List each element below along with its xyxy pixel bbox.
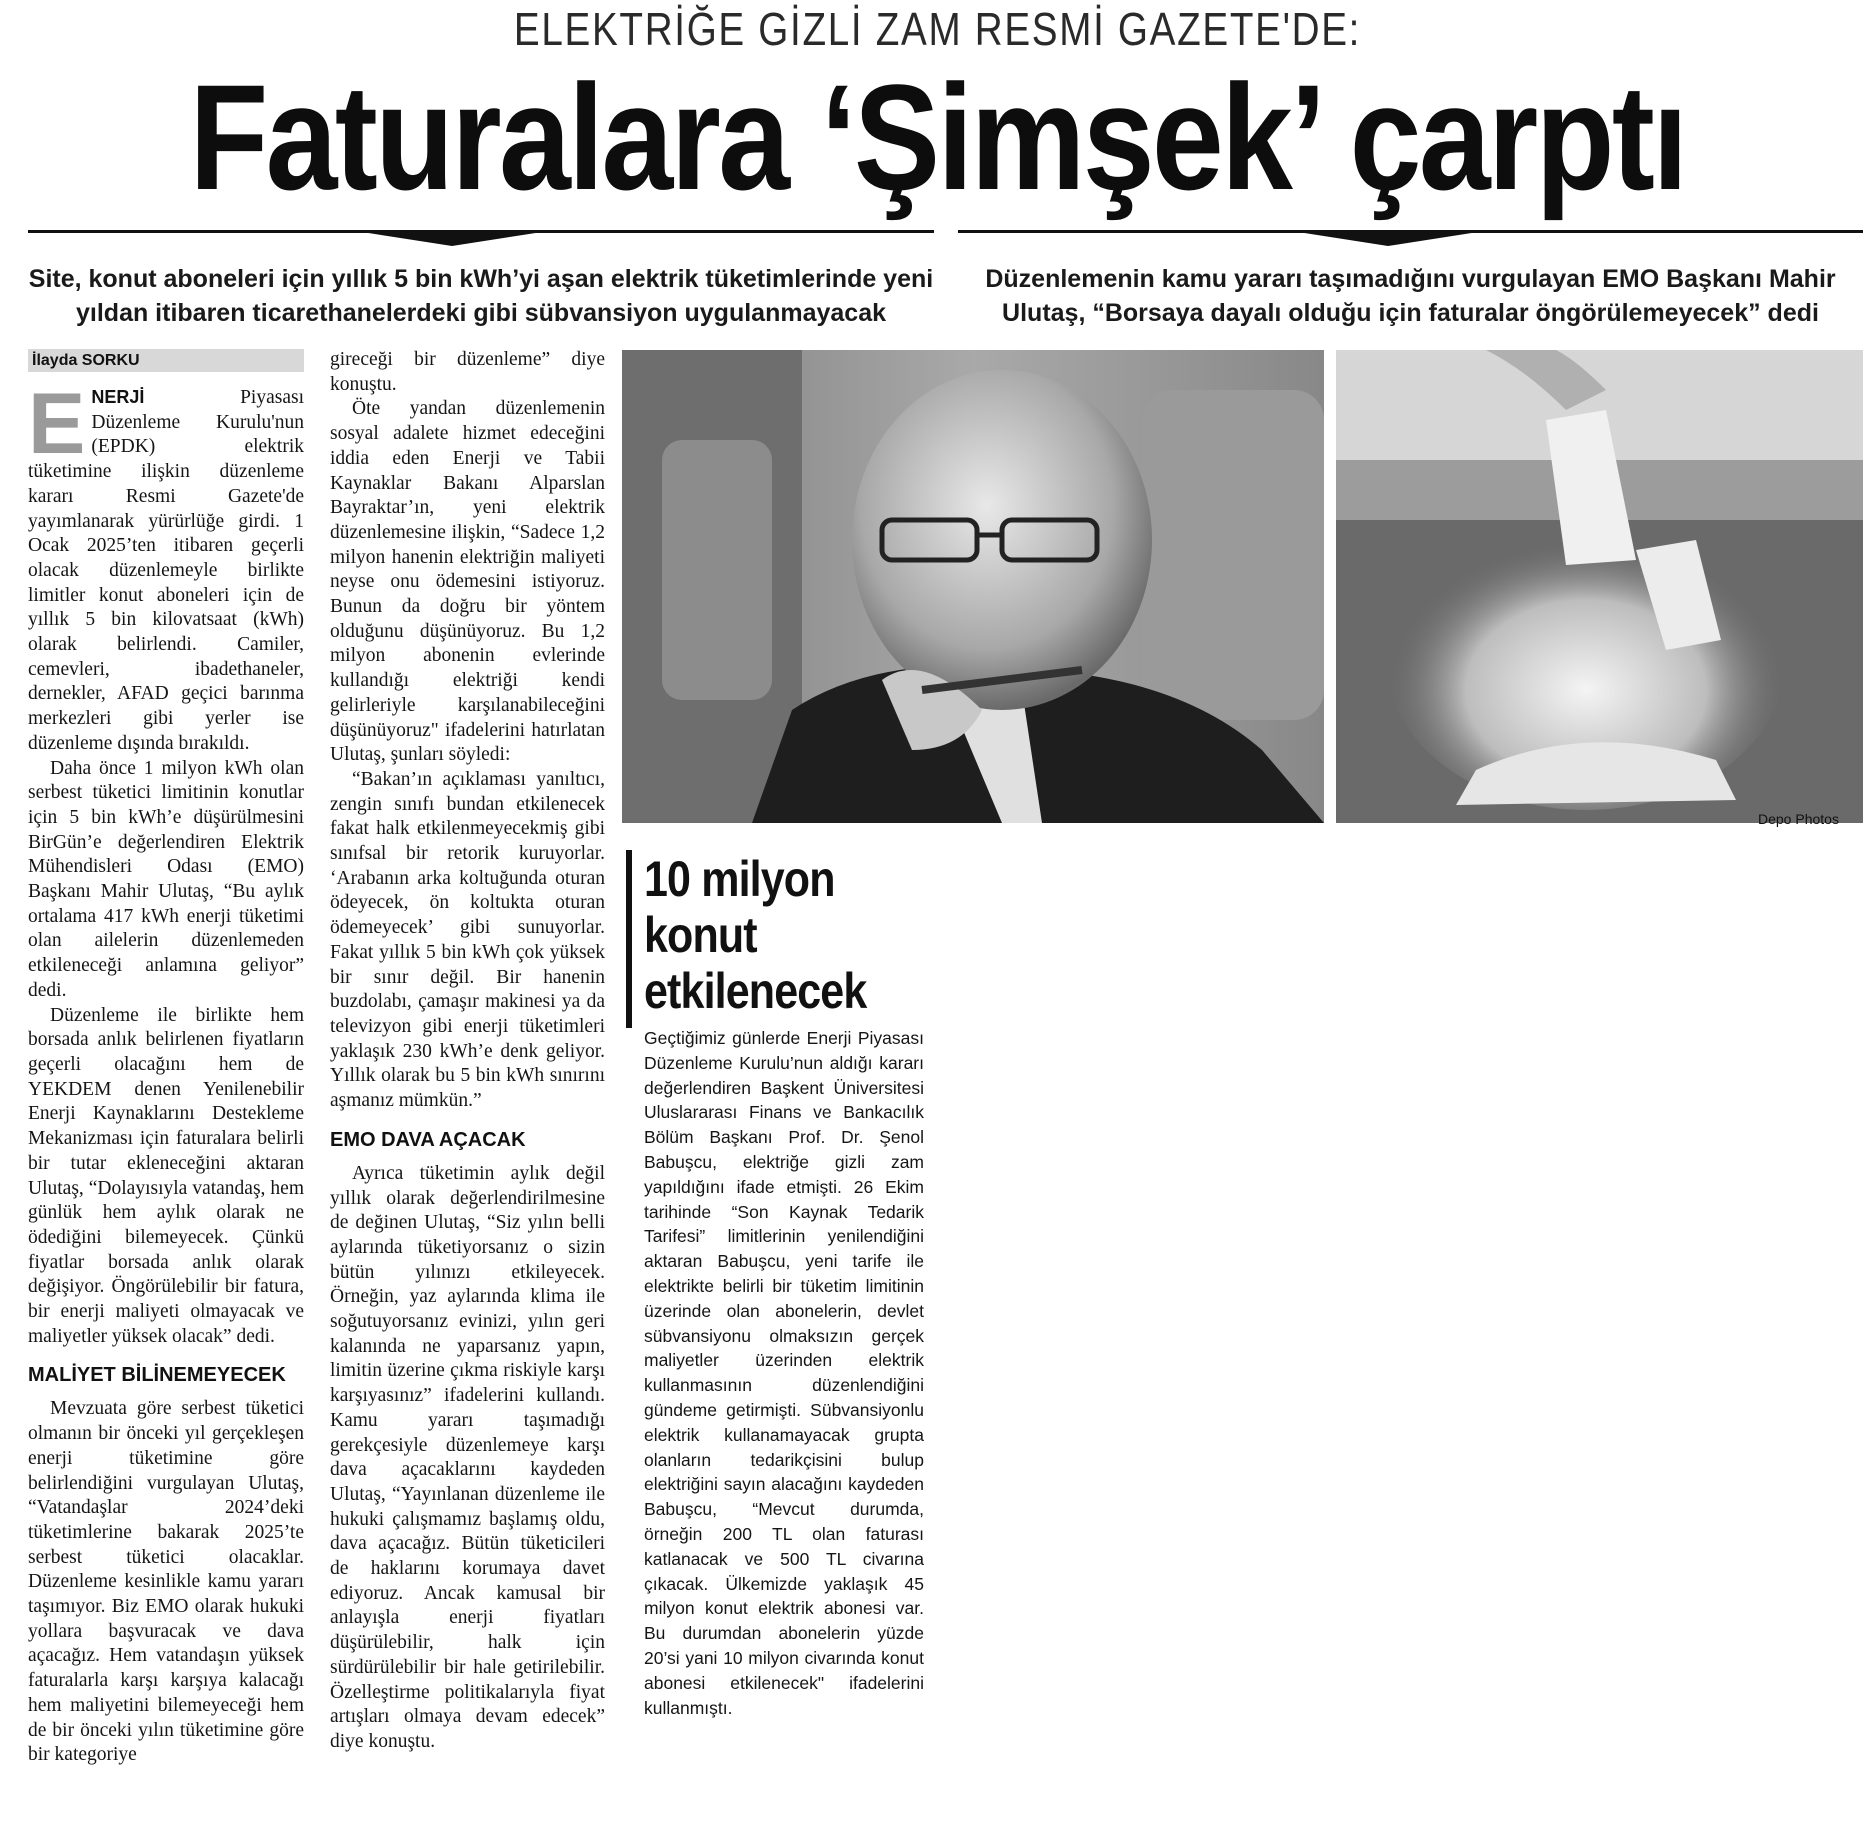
photo-burning-bills-image: [1336, 350, 1863, 823]
paragraph: gireceği bir düzenleme” diye konuştu.: [330, 349, 605, 395]
headline: Faturalara ‘Şimşek’ çarptı: [189, 53, 1686, 221]
kicker: ELEKTRİĞE GİZLİ ZAM RESMİ GAZETE'DE:: [513, 3, 1362, 55]
paragraph: “Bakan’ın açıklaması yanıltıcı, zengin sınıfı bundan etkilenecek fakat halk etkilenmeyecekmiş gibi sınıfsal bir retorik kuruyorlar. ‘Arabanın arka koltuğunda oturan ödeyecek, ön koltukta oturan ödemeyecek’ gibi sunuyorlar. Fakat yıllık 5 bin kWh çok yüksek bir sınır değil. Bir hanenin buzdolabı, çamaşır makinesi ya da televizyon gibi enerji tüketimleri yaklaşık 230 kWh’e denk geliyor. Yıllık olarak bu 5 bin kWh sınırını aşmanız mümkün.”: [330, 768, 605, 1112]
photo-minister: [622, 350, 1324, 823]
dropcap: E: [28, 376, 86, 472]
paragraph: Mevzuata göre serbest tüketici olmanın bir önceki yıl gerçekleşen enerji tüketimine göre belirlendiğini vurgulayan Ulutaş, “Vatandaşlar 2024’deki tüketimlerine bakarak 2025’te serbest tüketici olacaklar. Düzenleme kesinlikle kamu yararı taşımıyor. Biz EMO olarak hukuki yollara başvuracak ve dava açacağız. Hem vatandaşın yüksek faturalarla karşı karşıya kalacağı hem maliyetini bilemeyeceği hem de bir önceki yılın tüketimine göre bir kategoriye: [28, 1398, 304, 1766]
deck-right: Düzenlemenin kamu yararı taşımadığını vurgulayan EMO Başkanı Mahir Ulutaş, “Borsaya dayalı olduğu için faturalar öngörülemeyecek” dedi: [985, 265, 1836, 327]
divider-notch-left: [362, 232, 542, 246]
sidebar-title: 10 milyon konut etkilenecek: [644, 851, 867, 1019]
deck-left: Site, konut aboneleri için yıllık 5 bin kWh’yi aşan elektrik tüketimlerinde yeni yıldan itibaren ticarethanelerdeki gibi sübvansiyon uygulanmayacak: [28, 265, 934, 327]
photo-burning-bills: [1336, 350, 1863, 823]
subhead: MALİYET BİLİNEMEYECEK: [28, 1364, 286, 1387]
divider-notch-right: [1298, 232, 1478, 246]
photo-credit: Depo Photos: [1758, 811, 1839, 827]
paragraph: [28, 376, 304, 757]
paragraph-text: Piyasası Düzenleme Kurulu'nun (EPDK) elektrik tüketimine ilişkin düzenleme kararı Resmi Gazete'de yayımlanarak yürürlüğe girdi. 1 Ocak 2025’ten itibaren geçerli olacak düzenlemeyle birlikte limitler konut aboneleri için de yıllık 5 bin kilovatsaat (kWh) olarak belirlendi. Camiler, cemevleri, ibadethaneler, dernekler, AFAD geçici barınma merkezleri gibi yerler ise düzenleme dışında bırakıldı.: [28, 387, 304, 754]
sidebar-bar: [626, 850, 632, 1028]
leadin: NERJİ: [91, 387, 145, 407]
article-column-1: [28, 376, 304, 1768]
photo-minister-image: [622, 350, 1324, 823]
paragraph: Düzenleme ile birlikte hem borsada anlık belirlenen fiyatların geçerli olacağını hem de YEKDEM denen Yenilenebilir Enerji Kaynaklarını Destekleme Mekanizması için faturalara belirli bir tutar ekleneceğini aktaran Ulutaş, “Dolayısıyla vatandaş, hem günlük hem aylık olarak ne ödediğini bilemeyecek. Çünkü fiyatlar borsada anlık olarak değişiyor. Öngörülebilir bir fatura, bir enerji maliyeti olmayacak ve maliyetler yüksek olacak” dedi.: [28, 1004, 304, 1347]
sidebar-text: Geçtiğimiz günlerde Enerji Piyasası Düzenleme Kurulu’nun aldığı kararı değerlendiren Başkent Üniversitesi Uluslararası Finans ve Bankacılık Bölüm Başkanı Prof. Dr. Şenol Babuşcu, elektriğe gizli zam yapıldığını ifade etmişti. 26 Ekim tarihinde “Son Kaynak Tedarik Tarifesi” limitlerinin yenilendiğini aktaran Babuşcu, yeni tarife ile elektrikte belirli bir tüketim limitinin üzerinde olan abonelerin, devlet sübvansiyonu olmaksızın gerçek maliyetler üzerinden elektrik kullanmasının düzenlendiğini gündeme getirmişti. Sübvansiyonlu elektrik kullanamayacak grupta olanların tedarikçisini bulup elektriğini sayın alacağını kaydeden Babuşcu, “Mevcut durumda, örneğin 200 TL olan faturası katlanacak ve 500 TL civarına çıkacak. Ülkemizde yaklaşık 45 milyon konut elektrik abonesi var. Bu durumdan abonelerin yüzde 20’si yani 10 milyon civarında konut abonesi etkilenecek" ifadelerini kullanmıştı.: [644, 1028, 924, 1718]
subhead: EMO DAVA AÇACAK: [330, 1128, 526, 1151]
paragraph: Öte yandan düzenlemenin sosyal adalete hizmet edeceğini iddia eden Enerji ve Tabii Kaynaklar Bakanı Alparslan Bayraktar’ın, yeni elektrik düzenlemesine ilişkin, “Sadece 1,2 milyon hanenin elektriğin maliyeti neyse onu ödemesini istiyoruz. Bunun da doğru bir yöntem olduğunu düşünüyoruz. Bu 1,2 milyon abonenin evlerinde kullandığı elektriği kendi gelirleriyle karşılanabileceğini düşünüyoruz" ifadelerini hatırlatan Ulutaş, şunları söyledi:: [330, 398, 605, 766]
paragraph: Ayrıca tüketimin aylık değil yıllık olarak değerlendirilmesine de değinen Ulutaş, “Siz yılın belli aylarında tüketiyorsanız o sizin bütün yılınızı etkileyecek. Örneğin, yaz aylarında klima ile soğutuyorsanız evinizi, yılın geri kalanında ne yaparsanız yapın, limitin üzerine çıkma riskiyle karşı karşıyasınız” ifadelerini kullandı. Kamu yararı taşımadığı gerekçesiyle düzenlemeye karşı dava açacaklarını kaydeden Ulutaş, “Yayınlanan düzenleme ile hukuki çalışmamız başlamış oldu, dava açacağız. Bütün tüketicileri de haklarını korumaya davet ediyoruz. Ancak kamusal bir anlayışla enerji fiyatları düşürülebilir, halk için sürdürülebilir bir hale getirilebilir. Özelleştirme politikalarıyla fiyat artışları olmaya devam edecek” diye konuştu.: [330, 1162, 605, 1752]
byline: İlayda SORKU: [28, 349, 304, 372]
article-column-2: [330, 348, 605, 1755]
paragraph: Daha önce 1 milyon kWh olan serbest tüketici limitinin konutlar için 5 bin kWh’e düşürülmesini BirGün’e değerlendiren Elektrik Mühendisleri Odası (EMO) Başkanı Mahir Ulutaş, “Bu aylık ortalama 417 kWh enerji tüketimi olan ailelerin düzenlemeden etkileneceği anlamına geliyor” dedi.: [28, 757, 304, 1001]
